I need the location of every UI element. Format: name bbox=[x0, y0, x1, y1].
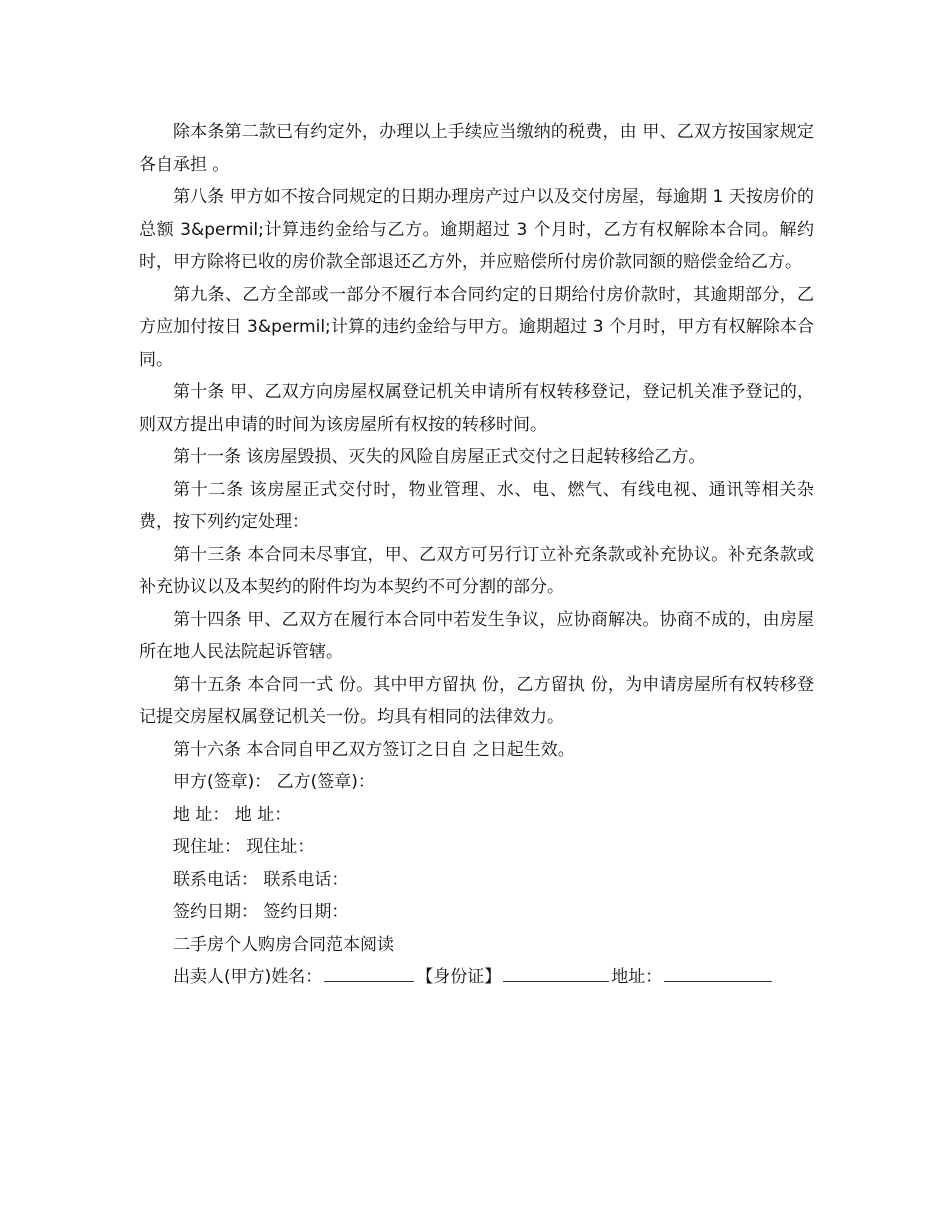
seller-address-label: 地址： bbox=[611, 967, 663, 987]
paragraph-article-13: 第十三条 本合同未尽事宜，甲、乙双方可另行订立补充条款或补充协议。补充条款或补充协议以及本契约的附件均为本契约不可分割的部分。 bbox=[139, 544, 814, 597]
seller-address-blank bbox=[664, 980, 772, 982]
signing-date-line: 签约日期： 签约日期： bbox=[173, 902, 349, 922]
address-line: 地 址： 地 址： bbox=[173, 804, 292, 825]
paragraph-article-16: 第十六条 本合同自甲乙双方签订之日自 之日起生效。 bbox=[173, 739, 575, 760]
seller-name-label: 出卖人(甲方)姓名： bbox=[173, 967, 323, 987]
contract-body bbox=[139, 116, 814, 994]
phone-line: 联系电话： 联系电话： bbox=[173, 869, 349, 890]
paragraph-tax-clause: 除本条第二款已有约定外，办理以上手续应当缴纳的税费，由 甲、乙双方按国家规定各自承担 。 bbox=[139, 122, 814, 175]
paragraph-article-8: 第八条 甲方如不按合同规定的日期办理房产过户以及交付房屋，每逾期 1 天按房价的总额 3&permil;计算违约金给与乙方。逾期超过 3 个月时，乙方有权解除本合同。解约时，甲方除将已收的房价款全部退还乙方外，并应赔偿所付房价款同额的赔偿金给乙方。 bbox=[139, 187, 814, 272]
paragraph-article-12: 第十二条 该房屋正式交付时，物业管理、水、电、燃气、有线电视、通讯等相关杂费，按下列约定处理： bbox=[139, 479, 814, 532]
paragraph-article-14: 第十四条 甲、乙双方在履行本合同中若发生争议，应协商解决。协商不成的，由房屋所在地人民法院起诉管辖。 bbox=[139, 609, 814, 662]
seller-id-blank bbox=[503, 980, 609, 982]
signature-line: 甲方(签章)： 乙方(签章)： bbox=[173, 772, 375, 792]
seller-info-line bbox=[139, 961, 814, 994]
paragraph-article-10: 第十条 甲、乙双方向房屋权属登记机关申请所有权转移登记，登记机关准予登记的，则双方提出申请的时间为该房屋所有权按的转移时间。 bbox=[139, 382, 814, 435]
seller-name-blank bbox=[324, 980, 414, 982]
seller-id-label: 【身份证】 bbox=[416, 967, 502, 987]
paragraph-article-15: 第十五条 本合同一式 份。其中甲方留执 份，乙方留执 份，为申请房屋所有权转移登记提交房屋权属登记机关一份。均具有相同的法律效力。 bbox=[139, 674, 814, 727]
paragraph-article-11: 第十一条 该房屋毁损、灭失的风险自房屋正式交付之日起转移给乙方。 bbox=[173, 447, 706, 467]
section-title: 二手房个人购房合同范本阅读 bbox=[173, 934, 394, 955]
current-address-line: 现住址： 现住址： bbox=[173, 837, 315, 857]
paragraph-article-9: 第九条、乙方全部或一部分不履行本合同约定的日期给付房价款时，其逾期部分，乙方应加付按日 3&permil;计算的违约金给与甲方。逾期超过 3 个月时，甲方有权解除本合同。 bbox=[139, 284, 814, 370]
